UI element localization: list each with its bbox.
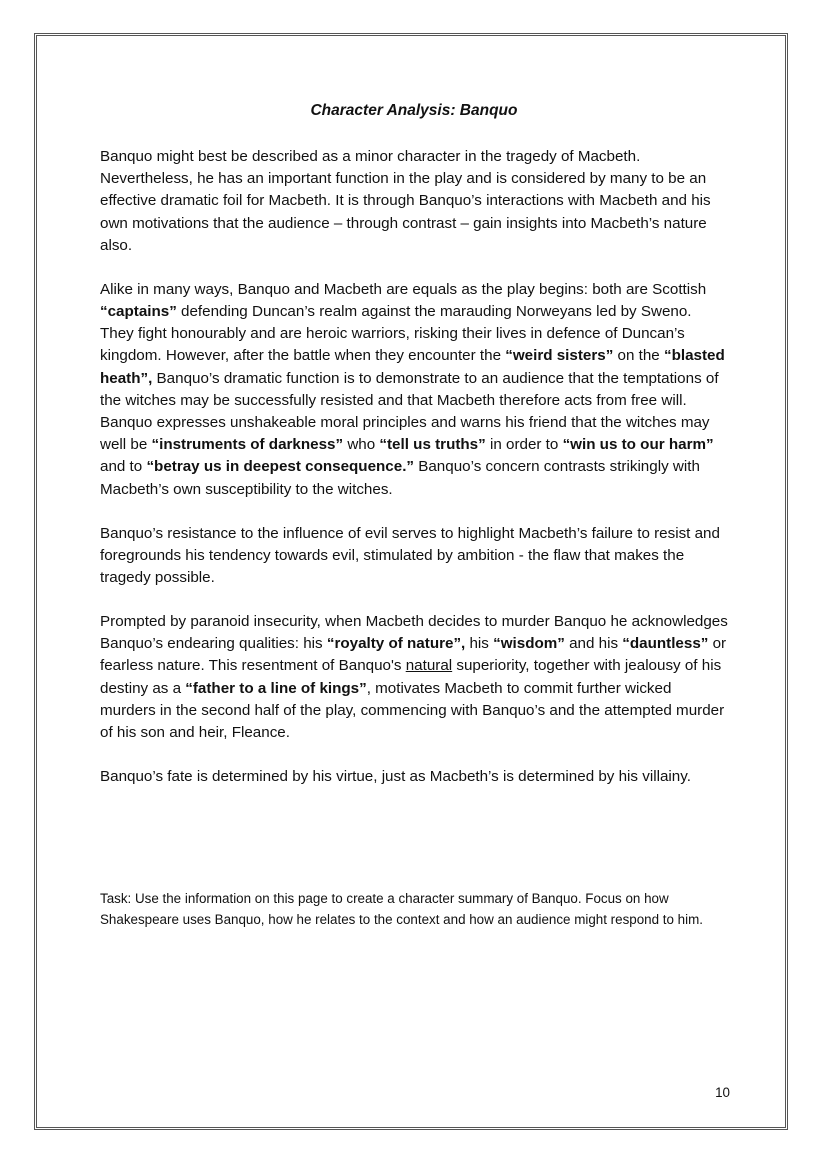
body-text bbox=[100, 146, 728, 810]
paragraph-text: Banquo might best be described as a minor character in the tragedy of Macbeth. Nevertheless, he has an important function in the play and is considered by many to be an effective dramatic foil for Macbeth. It is through Banquo’s interactions with Macbeth and his own motivations that the audience – through contrast – gain insights into Macbeth’s nature also. bbox=[100, 148, 711, 254]
page-number: 10 bbox=[715, 1085, 730, 1100]
body-paragraph bbox=[100, 766, 728, 788]
paragraph-text: and to bbox=[100, 458, 147, 476]
paragraph-text: and his bbox=[564, 635, 623, 653]
quote-emphasis: “royalty of nature”, bbox=[326, 635, 466, 653]
quote-emphasis: “weird sisters” bbox=[505, 347, 614, 365]
underlined-word: natural bbox=[405, 657, 453, 675]
paragraph-text: , motivates Macbeth to commit further wicked murders in the second half of the play, commencing with Banquo’s and the attempted murder of his son and heir, Fleance. bbox=[100, 679, 725, 742]
quote-emphasis: “captains” bbox=[100, 303, 177, 321]
body-paragraph bbox=[100, 279, 728, 501]
paragraph-text: Banquo’s concern contrasts strikingly with Macbeth’s own susceptibility to the witches. bbox=[100, 458, 700, 498]
task-instructions: Task: Use the information on this page to create a character summary of Banquo. Focus on how Shakespeare uses Banquo, how he relates to the context and how an audience might respond to him. bbox=[100, 891, 703, 927]
paragraph-text: in order to bbox=[485, 436, 563, 454]
paragraph-text: Banquo’s fate is determined by his virtue, just as Macbeth’s is determined by his villainy. bbox=[100, 768, 691, 786]
paragraph-text: on the bbox=[613, 347, 664, 365]
quote-emphasis: “instruments of darkness” bbox=[151, 436, 344, 454]
paragraph-text: Prompted by paranoid insecurity, when Macbeth decides to murder Banquo he acknowledges Banquo’s endearing qualities: his bbox=[100, 613, 728, 653]
quote-emphasis: “betray us in deepest consequence.” bbox=[146, 458, 415, 476]
body-paragraph bbox=[100, 523, 728, 590]
paragraph-text: defending Duncan’s realm against the marauding Norweyans led by Sweno. They fight honourably and are heroic warriors, risking their lives in defence of Duncan’s kingdom. However, after the battle when they encounter the bbox=[100, 303, 692, 365]
quote-emphasis: “dauntless” bbox=[622, 635, 709, 653]
paragraph-text: Alike in many ways, Banquo and Macbeth are equals as the play begins: both are Scottish bbox=[100, 280, 707, 298]
body-paragraph bbox=[100, 611, 728, 744]
quote-emphasis: “tell us truths” bbox=[379, 436, 486, 454]
quote-emphasis: “wisdom” bbox=[493, 635, 565, 653]
quote-emphasis: “win us to our harm” bbox=[562, 436, 714, 454]
quote-emphasis: “father to a line of kings” bbox=[185, 679, 367, 697]
paragraph-text: his bbox=[465, 635, 494, 653]
quote-emphasis: “blasted heath”, bbox=[100, 347, 725, 387]
body-paragraph bbox=[100, 146, 728, 257]
paragraph-text: who bbox=[343, 436, 380, 454]
paragraph-text: or fearless nature. This resentment of Banquo's bbox=[100, 635, 727, 675]
paragraph-text: Banquo’s dramatic function is to demonstrate to an audience that the temptations of the witches may be successfully resisted and that Macbeth therefore acts from free will. Banquo expresses unshakeable moral principles and warns his friend that the witches may well be bbox=[100, 369, 719, 454]
paragraph-text: Banquo’s resistance to the influence of evil serves to highlight Macbeth’s failure to resist and foregrounds his tendency towards evil, stimulated by ambition - the flaw that makes the tragedy possible. bbox=[100, 524, 720, 587]
paragraph-text: superiority, together with jealousy of his destiny as a bbox=[100, 657, 722, 697]
page-title: Character Analysis: Banquo bbox=[310, 102, 518, 119]
